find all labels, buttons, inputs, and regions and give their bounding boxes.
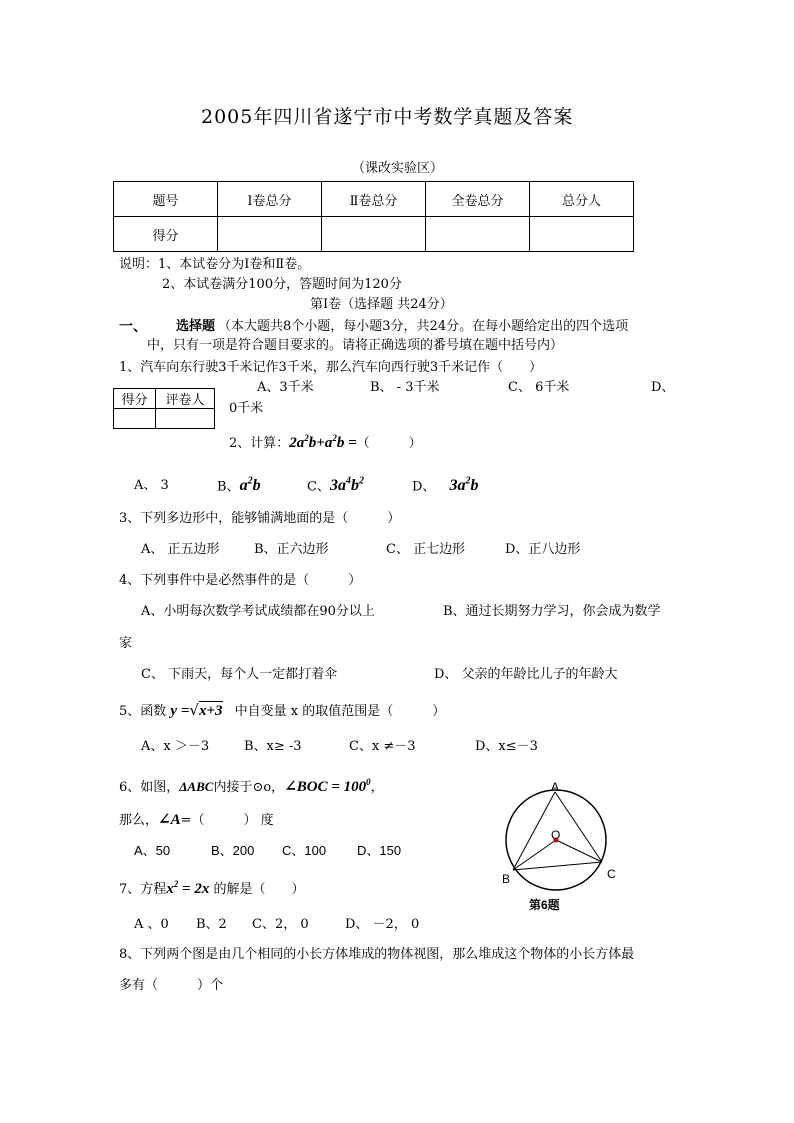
q2-option-b-expr: a [239,477,248,495]
q7-option-a: A 、0 [134,917,169,932]
q6-comma: ， [370,780,384,795]
q2-option-b-sup: 2 [247,476,253,487]
q6-option-b: B、200 [211,843,255,858]
q2-expr-part: b+a [308,435,333,451]
q6-figure [497,782,627,917]
q4-option-b-cont: 家 [119,636,133,651]
q2-option-c-expr2: b [350,477,359,495]
score-table-row [114,217,634,252]
q2-expr-sup: 2 [304,433,309,443]
q7-option-c: C、2， 0 [252,917,309,932]
q6-triangle: ΔABC [179,779,214,794]
q2-paren: （ ） [356,436,422,451]
q4-option-a: A、小明每次数学考试成绩都在90分以上 [141,604,375,619]
q2-stem [229,434,422,451]
q7-stem-pre: 7、方程 [119,882,167,897]
q6-option-a: A、50 [134,843,171,858]
q5-expr-radicand: x+3 [198,703,223,719]
score-header-cell: 总分人 [530,182,634,217]
grader-col-grader: 评卷人 [156,389,215,409]
page-title: 2005年四川省遂宁市中考数学真题及答案 [201,106,574,128]
q5-stem-post: 中自变量 x 的取值范围是（ ） [234,704,446,719]
q6-label-a: A [551,782,560,794]
q2-option-b-expr2: b [252,477,261,495]
q6-angle [284,779,370,795]
grader-box-row [114,409,215,429]
q6-side-bc [513,862,602,870]
score-header-cell: 全卷总分 [426,182,530,217]
q3-option-c: C、 正七边形 [386,542,466,557]
q2-expr-part: b = [336,435,357,451]
section-title: 第Ⅰ卷（选择题 共24分） [310,297,453,312]
section-heading-number: 一、 [119,319,147,335]
score-header-cell: 题号 [114,182,218,217]
q5-stem-pre: 5、函数 [119,704,167,719]
q2-option-c-sup: 4 [345,476,351,487]
q6-angle-text: ∠BOC = 100 [284,779,367,795]
q2-option-d-label: D、 [412,479,436,495]
q5-radical: √ [189,701,199,719]
grader-box [113,388,215,429]
q8-line-1: 8、下列两个图是由几个相同的小长方体堆成的物体视图，那么堆成这个物体的小长方体最 [119,947,635,962]
score-header-cell: Ⅰ卷总分 [218,182,322,217]
q1-option-c: C、 6千米 [508,380,570,395]
q2-option-d-sup: 2 [465,476,471,487]
q2-option-d [412,477,478,494]
score-cell[interactable] [530,217,634,252]
q5-stem [119,703,445,719]
q6-line2-post: =（ ） 度 [180,813,274,828]
q6-line2 [119,813,274,828]
q6-radius-ob [513,840,556,870]
grader-col-score: 得分 [114,389,156,409]
q1-option-a: A、3千米 [257,380,314,395]
score-row-label: 得分 [114,217,218,252]
q4-option-d: D、 父亲的年龄比儿子的年龄大 [434,667,618,682]
q5-option-d: D、x≤－3 [475,739,538,754]
q2-option-d-expr2: b [470,477,479,495]
q3-stem: 3、下列多边形中，能够铺满地面的是（ ） [119,511,401,526]
q8-line-2: 多有（ ）个 [119,978,224,993]
q2-option-b [217,477,261,494]
q7-expr-sup: 2 [173,879,179,889]
grader-name-cell[interactable] [156,409,215,429]
q2-expr-sup: 2 [332,433,337,443]
q3-option-a: A、 正五边形 [141,542,220,557]
subtitle: （课改实验区） [352,161,444,176]
q5-expr-y: y = [170,703,190,719]
q6-angle-a: ∠A [158,812,181,828]
q3-option-d: D、正八边形 [505,542,581,557]
score-cell[interactable] [218,217,322,252]
note-line-1: 说明：1、本试卷分为Ⅰ卷和Ⅱ卷。 [119,257,311,272]
q1-stem: 1、汽车向东行驶3千米记作3千米，那么汽车向西行驶3千米记作（ ） [119,360,543,375]
q7-expr-post: = 2x [178,881,210,897]
q2-option-b-label: B、 [217,479,240,495]
q7-option-b: B、2 [196,917,227,932]
q7-stem-post: 的解是（ ） [213,882,305,897]
q4-option-b: B、通过长期努力学习，你会成为数学 [443,604,661,619]
grader-score-cell[interactable] [114,409,156,429]
q3-option-b: B、正六边形 [254,542,329,557]
q1-option-d-cont: 0千米 [229,401,264,416]
q2-option-a: A、 3 [134,478,169,493]
q6-stem [119,778,384,795]
q1-option-b: B、 - 3千米 [370,380,440,395]
q6-label-b: B [502,872,511,886]
q7-expr [166,881,209,897]
score-cell[interactable] [426,217,530,252]
q6-option-d: D、150 [357,843,402,858]
q6-angle-sup: 0 [366,777,371,787]
section-heading-line-2: 中，只有一项是符合题目要求的。请将正确选项的番号填在题中括号内） [147,338,564,353]
q1-option-d: D、 [651,380,675,395]
q2-stem-text: 2、计算： [229,436,290,451]
q4-stem: 4、下列事件中是必然事件的是（ ） [119,573,362,588]
q5-option-a: A、x ＞－3 [141,739,210,754]
q6-stem-mid: 内接于⊙o， [213,780,285,795]
q6-side-ac [555,792,602,862]
q2-expr [289,435,356,451]
section-heading-line-1: （本大题共8个小题，每小题3分，共24分。在每小题给定出的四个选项 [218,319,629,334]
q7-stem [119,880,305,897]
q6-label-o: O [551,828,561,842]
score-table-header-row [114,182,634,217]
q6-line2-pre: 那么， [119,813,159,828]
q6-stem-pre: 6、如图， [119,780,180,795]
q6-caption: 第6题 [529,898,560,912]
q7-expr-x: x [166,881,174,897]
q2-option-c-label: C、 [307,479,330,495]
q6-option-c: C、100 [282,843,327,858]
q2-option-c [307,477,364,494]
q5-option-c: C、x ≠－3 [349,739,416,754]
q2-expr-part: 2a [289,435,305,451]
q2-option-c-sup2: 2 [358,476,364,487]
score-cell[interactable] [322,217,426,252]
section-heading-bold: 选择题 [176,319,216,334]
grader-box-header [114,389,215,409]
score-header-cell: Ⅱ卷总分 [322,182,426,217]
q2-option-d-expr: 3a [449,477,466,495]
q6-side-ab [513,792,555,870]
q4-option-c: C、 下雨天，每个人一定都打着伞 [141,667,338,682]
score-table [113,181,634,252]
q7-option-d: D、 －2， 0 [345,917,420,932]
q5-option-b: B、x≥ -3 [244,739,302,754]
q2-option-c-expr: 3a [329,477,346,495]
note-line-2: 2、本试卷满分100分，答题时间为120分 [162,277,402,292]
q6-label-c: C [607,867,616,881]
